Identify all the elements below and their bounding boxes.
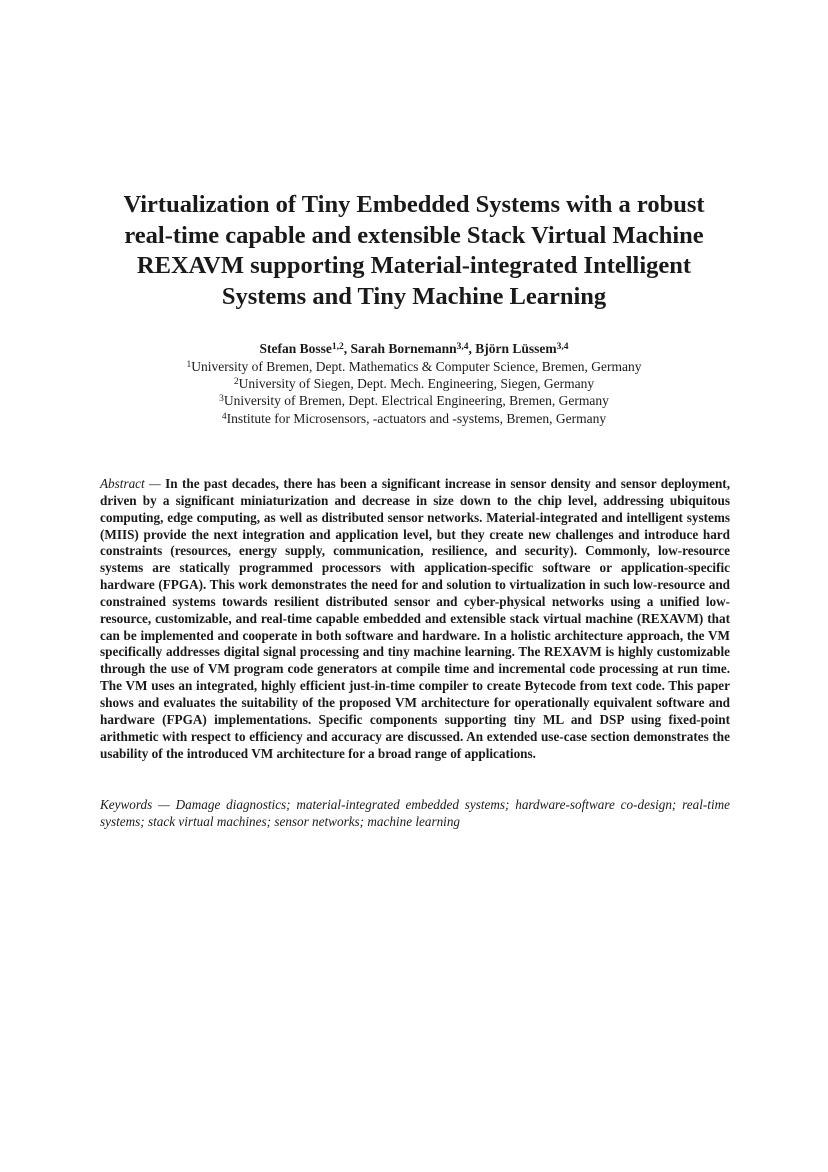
author-name: Stefan Bosse: [259, 341, 332, 356]
title-line: Virtualization of Tiny Embedded Systems with a robust: [123, 191, 705, 218]
author-name: Björn Lüssem: [475, 341, 557, 356]
affiliation-text: University of Bremen, Dept. Mathematics & Computer Science, Bremen, Germany: [191, 359, 642, 374]
abstract-text: In the past decades, there has been a significant increase in sensor density and sensor deployment, driven by a significant miniaturization and decrease in size down to the chip level, addressing ubiquitous computing, edge computing, as well as distributed sensor networks. Material-integrated and intelligent systems (MIIS) provide the next integration and application level, but they create new challenges and introduce hard constraints (resources, energy supply, communication, resilience, and security). Commonly, low-resource systems are statically programmed processors with application-specific software or application-specific hardware (FPGA). This work demonstrates the need for and solution to virtualization in such low-resource and constrained systems towards resilient distributed sensor and cyber-physical networks using a unified low-resource, customizable, and real-time capable embedded and extensible stack virtual machine (REXAVM) that can be implemented and cooperate in both software and hardware. In a holistic architecture approach, the VM specifically addresses digital signal processing and tiny machine learning. The REXAVM is highly customizable through the use of VM program code generators at compile time and incremental code processing at run time. The VM uses an integrated, highly efficient just-in-time compiler to create Bytecode from text code. This paper shows and evaluates the suitability of the proposed VM architecture for operationally equivalent software and hardware (FPGA) implementations. Specific components supporting tiny ML and DSP using fixed-point arithmetic with respect to efficiency and accuracy are discussed. An extended use-case section demonstrates the usability of the introduced VM architecture for a broad range of applications.: [100, 476, 730, 761]
title-line: Systems and Tiny Machine Learning: [221, 282, 607, 310]
affiliation-text: Institute for Microsensors, -actuators and -systems, Bremen, Germany: [226, 410, 607, 426]
abstract-label: Abstract —: [100, 476, 161, 491]
affiliation: [90, 410, 738, 427]
keywords-text: Damage diagnostics; material-integrated embedded systems; hardware-software co-design; real-time systems; stack virtual machines; sensor networks; machine learning: [100, 797, 730, 829]
title-line: real-time capable and extensible Stack Virtual Machine: [124, 221, 704, 249]
affiliation-mark: 4: [221, 411, 227, 422]
affiliation-mark: 3: [219, 394, 224, 405]
affiliation-text: University of Bremen, Dept. Electrical Engineering, Bremen, Germany: [223, 393, 609, 409]
author-affiliation-mark: 1,2: [331, 342, 344, 352]
affiliation: [90, 392, 738, 409]
author-affiliation-mark: 3,4: [556, 342, 569, 352]
paper-title: [90, 190, 738, 312]
abstract: [100, 476, 730, 762]
affiliation-list: [90, 358, 738, 427]
affiliation: [90, 358, 738, 375]
keywords-label: Keywords —: [100, 797, 170, 812]
author-separator: ,: [343, 341, 351, 356]
keywords: [100, 796, 730, 830]
affiliation-text: University of Siegen, Dept. Mech. Engineering, Siegen, Germany: [238, 376, 595, 392]
title-line: REXAVM supporting Material-integrated Intelligent: [136, 252, 692, 279]
author-list: [90, 340, 738, 358]
author-separator: ,: [468, 341, 476, 356]
affiliation-mark: 1: [186, 360, 192, 370]
author-name: Sarah Bornemann: [350, 341, 457, 356]
affiliation-mark: 2: [233, 377, 239, 388]
affiliation: [90, 375, 738, 392]
author-affiliation-mark: 3,4: [456, 342, 469, 352]
